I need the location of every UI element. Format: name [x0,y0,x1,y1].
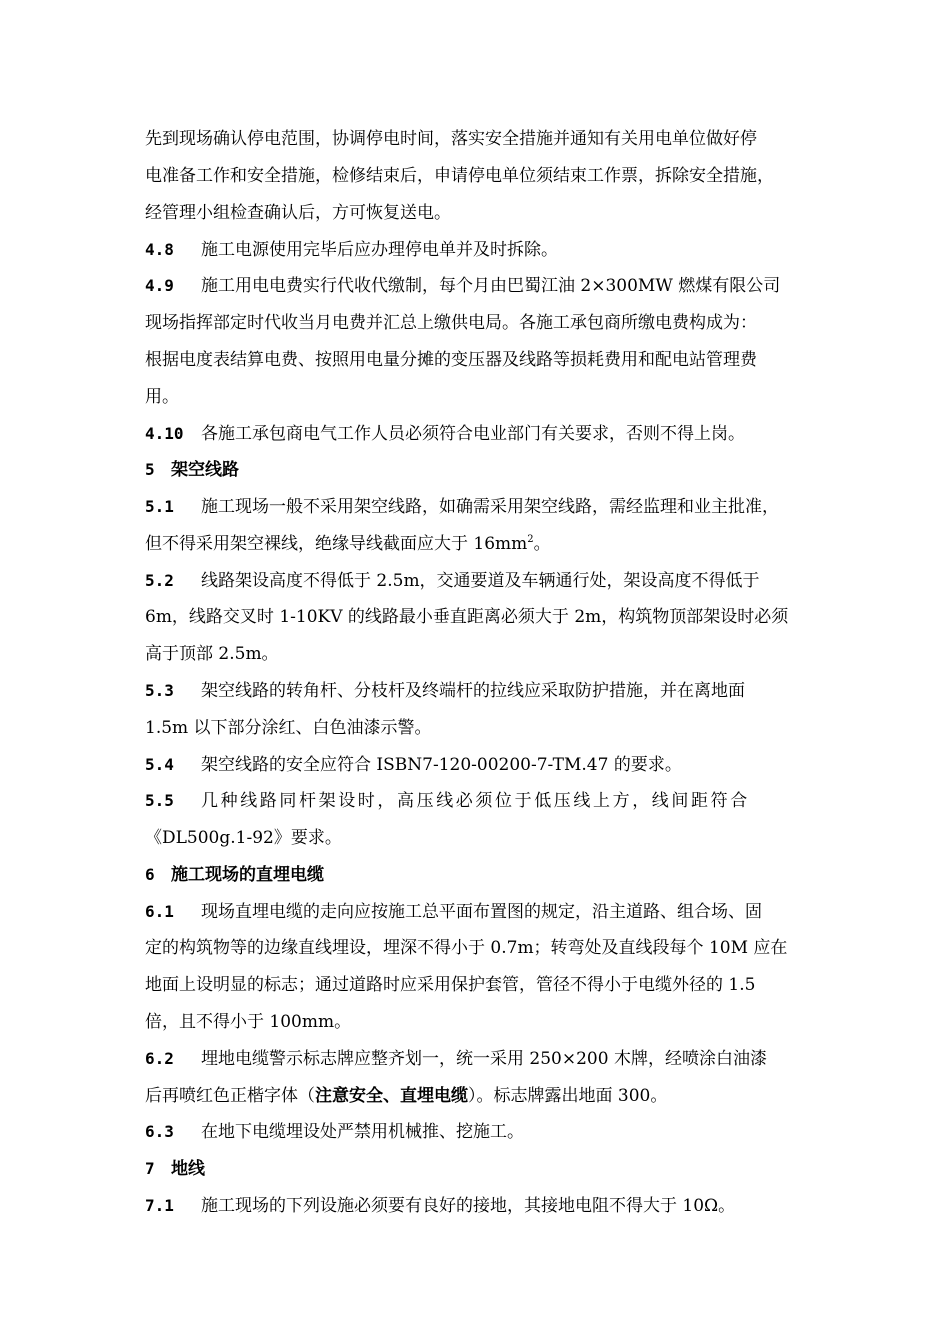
paragraph-line [145,165,774,187]
text: 定的构筑物等的边缘直线埋设，埋深不得小于 0.7m；转弯处及直线段每个 10M 应在 [145,938,788,958]
paragraph-line [145,386,179,408]
clause-number: 4.10 [145,424,184,443]
clause-number: 4.8 [145,240,174,259]
clause-5-3 [145,680,745,702]
clause-text: 施工电源使用完毕后应办理停电单并及时拆除。 [201,240,558,260]
text: 《DL500g.1-92》要求。 [145,828,342,848]
text: 现场指挥部定时代收当月电费并汇总上缴供电局。各施工承包商所缴电费构成为： [145,313,757,333]
text: 。 [533,534,551,554]
clause-5-1 [145,496,779,518]
text: 后再喷红色正楷字体（ [145,1086,315,1106]
section-number: 7 [145,1159,155,1178]
clause-text: 施工现场一般不采用架空线路，如确需采用架空线路，需经监理和业主批准， [201,497,779,517]
paragraph-line [145,827,342,849]
clause-text: 架空线路的安全应符合 ISBN7-120-00200-7-TM.47 的要求。 [201,755,682,775]
section-heading-7 [145,1158,205,1180]
clause-number: 5.3 [145,681,174,700]
superscript: 2 [527,534,534,545]
clause-4-9 [145,275,780,297]
clause-number: 6.2 [145,1049,174,1068]
clause-6-2 [145,1048,767,1070]
clause-text: 架空线路的转角杆、分枝杆及终端杆的拉线应采取防护措施，并在离地面 [201,681,745,701]
text: 1.5m 以下部分涂红、白色油漆示警。 [145,718,432,738]
paragraph-line [145,202,451,224]
section-heading-5 [145,459,239,481]
clause-4-10 [145,423,745,445]
text: 6m，线路交叉时 1-10KV 的线路最小垂直距离必须大于 2m，构筑物顶部架设时必须 [145,607,789,627]
clause-number: 5.5 [145,791,174,810]
clause-number: 6.1 [145,902,174,921]
clause-text: 施工现场的下列设施必须要有良好的接地，其接地电阻不得大于 10Ω。 [201,1196,736,1216]
section-number: 5 [145,460,155,479]
section-title: 施工现场的直埋电缆 [171,865,324,885]
clause-7-1 [145,1195,735,1217]
clause-text: 几种线路同杆架设时，高压线必须位于低压线上方，线间距符合 [201,791,750,811]
clause-text: 在地下电缆埋设处严禁用机械推、挖施工。 [201,1122,524,1142]
section-title: 架空线路 [171,460,239,480]
paragraph-line [145,643,279,665]
paragraph-line [145,312,757,334]
text: 先到现场确认停电范围，协调停电时间，落实安全措施并通知有关用电单位做好停 [145,129,757,149]
clause-5-2 [145,570,760,592]
section-number: 6 [145,865,155,884]
clause-4-8 [145,239,558,261]
clause-number: 5.4 [145,755,174,774]
text: 用。 [145,387,179,407]
paragraph-line [145,974,755,996]
text: 倍，且不得小于 100mm。 [145,1012,352,1032]
text: 高于顶部 2.5m。 [145,644,279,664]
clause-5-5 [145,790,750,812]
paragraph-line [145,349,757,371]
clause-text: 现场直埋电缆的走向应按施工总平面布置图的规定，沿主道路、组合场、固 [201,902,762,922]
clause-number: 5.2 [145,571,174,590]
text: 电准备工作和安全措施，检修结束后，申请停电单位须结束工作票，拆除安全措施， [145,166,774,186]
section-title: 地线 [171,1159,205,1179]
paragraph-line [145,606,788,628]
paragraph-line [145,533,551,555]
clause-5-4 [145,754,682,776]
clause-number: 5.1 [145,497,174,516]
clause-text: 施工用电电费实行代收代缴制，每个月由巴蜀江油 2×300MW 燃煤有限公司 [201,276,781,296]
text: 但不得采用架空裸线，绝缘导线截面应大于 16mm [145,534,528,554]
emphasis-text: 注意安全、直埋电缆 [315,1086,468,1106]
text: 根据电度表结算电费、按照用电量分摊的变压器及线路等损耗费用和配电站管理费 [145,350,757,370]
clause-number: 7.1 [145,1196,174,1215]
paragraph-line [145,937,787,959]
paragraph-line [145,128,757,150]
clause-text: 各施工承包商电气工作人员必须符合电业部门有关要求，否则不得上岗。 [201,424,745,444]
paragraph-line [145,1085,667,1107]
section-heading-6 [145,864,324,886]
clause-text: 线路架设高度不得低于 2.5m，交通要道及车辆通行处，架设高度不得低于 [201,571,760,591]
clause-text: 埋地电缆警示标志牌应整齐划一，统一采用 250×200 木牌，经喷涂白油漆 [201,1049,767,1069]
text: 经管理小组检查确认后，方可恢复送电。 [145,203,451,223]
paragraph-line [145,717,432,739]
clause-number: 6.3 [145,1122,174,1141]
clause-number: 4.9 [145,276,174,295]
clause-6-3 [145,1121,524,1143]
text: 地面上设明显的标志；通过道路时应采用保护套管，管径不得小于电缆外径的 1.5 [145,975,756,995]
text: ）。标志牌露出地面 300。 [468,1086,668,1106]
clause-6-1 [145,901,762,923]
paragraph-line [145,1011,351,1033]
